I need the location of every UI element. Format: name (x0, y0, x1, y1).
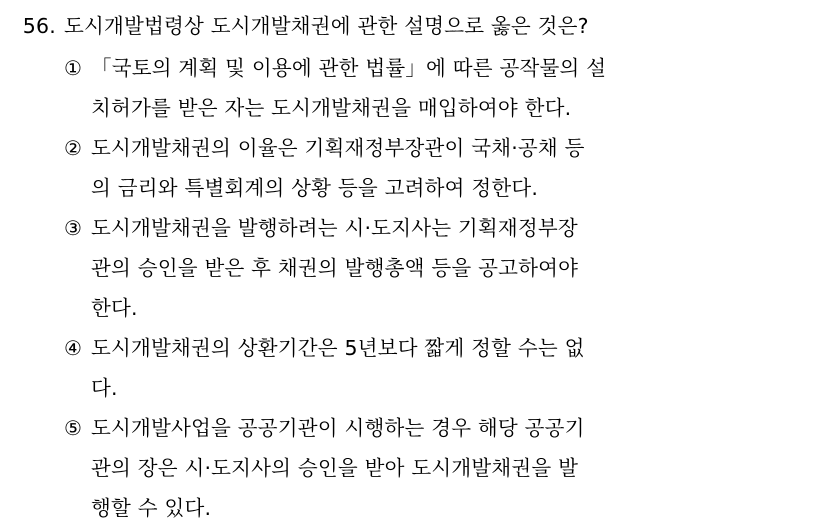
choice-2[interactable] (64, 128, 808, 208)
choice-4-marker: ④ (64, 336, 83, 360)
choice-1-body (91, 48, 796, 128)
choice-2-marker: ② (64, 136, 83, 160)
question-number: 56. (22, 14, 56, 38)
choice-4-body (91, 328, 796, 408)
choice-1[interactable] (64, 48, 808, 128)
choice-4-line-1: 도시개발채권의 상환기간은 5년보다 짧게 정할 수는 없 (91, 336, 585, 360)
choice-2-body (91, 128, 796, 208)
choice-5-line-2: 관의 장은 시·도지사의 승인을 받아 도시개발채권을 발 (91, 456, 579, 480)
question-block (14, 6, 808, 46)
question-text: 도시개발법령상 도시개발채권에 관한 설명으로 옳은 것은? (64, 14, 589, 38)
choice-2-line-1: 도시개발채권의 이율은 기획재정부장관이 국채·공채 등 (91, 136, 585, 160)
choice-list (14, 48, 808, 528)
choice-5-line-3: 행할 수 있다. (91, 496, 212, 520)
choice-1-line-1: 「국토의 계획 및 이용에 관한 법률」에 따른 공작물의 설 (91, 56, 607, 80)
choice-3-line-1: 도시개발채권을 발행하려는 시·도지사는 기획재정부장 (91, 216, 578, 240)
choice-3-line-2: 관의 승인을 받은 후 채권의 발행총액 등을 공고하여야 (91, 256, 579, 280)
choice-3-line-3: 한다. (91, 296, 138, 320)
choice-1-line-2: 치허가를 받은 자는 도시개발채권을 매입하여야 한다. (91, 96, 572, 120)
choice-5[interactable] (64, 408, 808, 528)
choice-3-marker: ③ (64, 216, 83, 240)
choice-4[interactable] (64, 328, 808, 408)
choice-3-body (91, 208, 796, 328)
choice-4-line-2: 다. (91, 376, 118, 400)
choice-3[interactable] (64, 208, 808, 328)
choice-1-marker: ① (64, 56, 83, 80)
choice-5-body (91, 408, 796, 528)
choice-5-line-1: 도시개발사업을 공공기관이 시행하는 경우 해당 공공기 (91, 416, 585, 440)
choice-5-marker: ⑤ (64, 416, 83, 440)
choice-2-line-2: 의 금리와 특별회계의 상황 등을 고려하여 정한다. (91, 176, 539, 200)
